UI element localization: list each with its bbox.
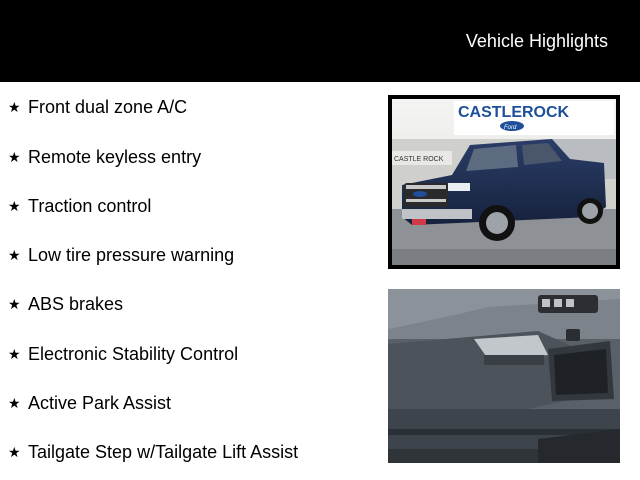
- feature-item: [8, 292, 123, 316]
- star-icon: ★: [8, 394, 21, 411]
- header-bar: [0, 0, 640, 82]
- feature-item: [8, 95, 187, 119]
- feature-item: [8, 194, 151, 218]
- feature-item: [8, 243, 234, 267]
- feature-label: Front dual zone A/C: [28, 96, 188, 117]
- feature-label: Electronic Stability Control: [28, 343, 239, 364]
- feature-item: [8, 145, 201, 169]
- feature-label: ABS brakes: [28, 293, 124, 314]
- feature-label: Tailgate Step w/Tailgate Lift Assist: [28, 441, 299, 462]
- feature-label: Low tire pressure warning: [28, 244, 235, 265]
- feature-label: Traction control: [28, 195, 152, 216]
- dealer-sign: CASTLEROCK: [458, 104, 570, 121]
- feature-item: [8, 440, 298, 464]
- page-title: Vehicle Highlights: [465, 31, 608, 51]
- star-icon: ★: [8, 443, 21, 460]
- feature-label: Remote keyless entry: [28, 146, 202, 167]
- feature-label: Active Park Assist: [28, 392, 172, 413]
- building-sign: CASTLE ROCK: [394, 156, 444, 163]
- feature-item: [8, 342, 238, 366]
- star-icon: ★: [8, 148, 21, 165]
- star-icon: ★: [8, 98, 21, 115]
- truck-image: [392, 99, 616, 265]
- door-panel-image: [388, 289, 620, 463]
- door-panel-photo: [388, 289, 620, 463]
- truck-photo: [388, 95, 620, 269]
- ford-badge: Ford: [504, 125, 517, 131]
- feature-item: [8, 391, 171, 415]
- star-icon: ★: [8, 246, 21, 263]
- star-icon: ★: [8, 197, 21, 214]
- star-icon: ★: [8, 295, 21, 312]
- star-icon: ★: [8, 345, 21, 362]
